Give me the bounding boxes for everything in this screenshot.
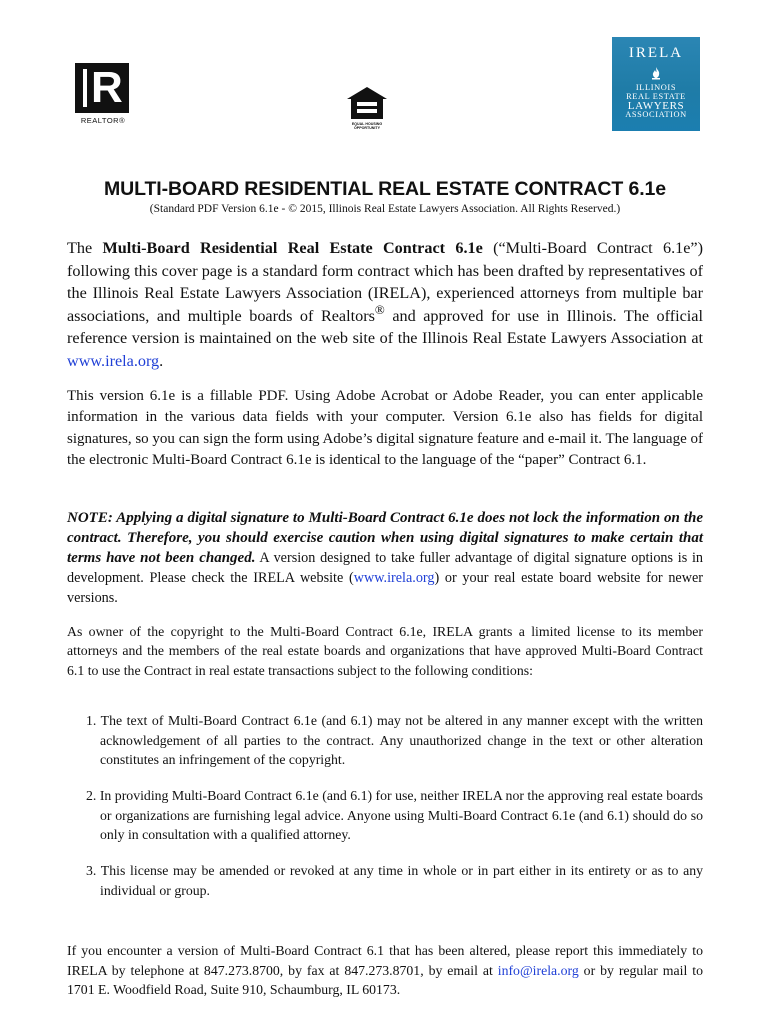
condition-item-3: 3. This license may be amended or revoked at any time in whole or in part either in its entirety or as to any individual or group. — [86, 863, 703, 898]
condition-item-2: 2. In providing Multi-Board Contract 6.1e (and 6.1) for use, neither IRELA nor the approving real estate boards or organizations are furnishing legal advice. Anyone using Multi-Board Contract 6.1e (and 6.1) should do so only in consultation with a qualified attorney. — [86, 788, 703, 842]
realtor-logo — [75, 63, 131, 125]
page-title: MULTI-BOARD RESIDENTIAL REAL ESTATE CONTRACT 6.1e — [103, 178, 667, 200]
flame-icon — [649, 66, 663, 80]
irela-logo-words: ILLINOIS REAL ESTATE LAWYERS ASSOCIATION — [625, 83, 687, 120]
page-subtitle: (Standard PDF Version 6.1e - © 2015, Illinois Real Estate Lawyers Association. All Rights Reserved.) — [149, 203, 621, 215]
irela-logo-title: IRELA — [628, 45, 684, 61]
realtor-r-icon: R — [75, 63, 129, 113]
license-paragraph: As owner of the copyright to the Multi-Board Contract 6.1e, IRELA grants a limited license to its member attorneys and the members of the real estate boards and organizations that have approved Multi-Board Contract 6.1 to use the Contract in real estate transactions subject to the following conditions: — [67, 624, 703, 678]
note-emphasis: NOTE: Applying a digital signature to Multi-Board Contract 6.1e does not lock the information on the contract. Therefore, you should exercise caution when using digital signatures to make certain that terms have not been changed. — [67, 510, 703, 566]
condition-item-1: 1. The text of Multi-Board Contract 6.1e (and 6.1) may not be altered in any manner except with the written acknowledgement of all parties to the contract. Any unauthorized change in the text or other alteration constitutes an infringement of the copyright. — [86, 713, 703, 767]
email-link[interactable]: info@irela.org — [497, 962, 579, 978]
fillable-pdf-paragraph: This version 6.1e is a fillable PDF. Using Adobe Acrobat or Adobe Reader, you can enter applicable information in the various data fields with your computer. Version 6.1e also has fields for digital signatures, so you can sign the form using Adobe’s digital signature feature and e-mail it. The language of the electronic Multi-Board Contract 6.1e is identical to the language of the “paper” Contract 6.1. — [67, 388, 703, 468]
irela-logo — [612, 37, 700, 131]
note-paragraph: NOTE: Applying a digital signature to Multi-Board Contract 6.1e does not lock the information on the contract. Therefore, you should exercise caution when using digital signatures to make certain that terms have not been changed. A version designed to take fuller advantage of digital signature options is in development. Please check the IRELA website (www.irela.org) or your real estate board website for newer versions. — [67, 510, 703, 606]
irela-website-link[interactable]: www.irela.org — [67, 351, 160, 370]
intro-paragraph: The Multi-Board Residential Real Estate Contract 6.1e (“Multi-Board Contract 6.1e”) following this cover page is a standard form contract which has been drafted by representatives of the Illinois Real Estate Lawyers Association (IRELA), experienced attorneys from multiple bar associations, and multiple boards of Realtors® and approved for use in Illinois. The official reference version is maintained on the web site of the Illinois Real Estate Lawyers Association at www.irela.org. — [67, 239, 703, 370]
equal-housing-icon — [346, 86, 388, 120]
realtor-caption: REALTOR® — [80, 116, 126, 125]
closing-paragraph: If you encounter a version of Multi-Board Contract 6.1 that has been altered, please report this immediately to IRELA by telephone at 847.273.8700, by fax at 847.273.8701, by email at info@irela.org or by regular mail to 1701 E. Woodfield Road, Suite 910, Schaumburg, IL 60173. — [67, 943, 703, 998]
equal-housing-logo — [344, 86, 390, 130]
contract-name: Multi-Board Residential Real Estate Contract 6.1e — [102, 239, 483, 257]
irela-website-link-2[interactable]: www.irela.org — [353, 570, 435, 586]
equal-housing-caption: EQUAL HOUSING OPPORTUNITY — [351, 122, 383, 131]
